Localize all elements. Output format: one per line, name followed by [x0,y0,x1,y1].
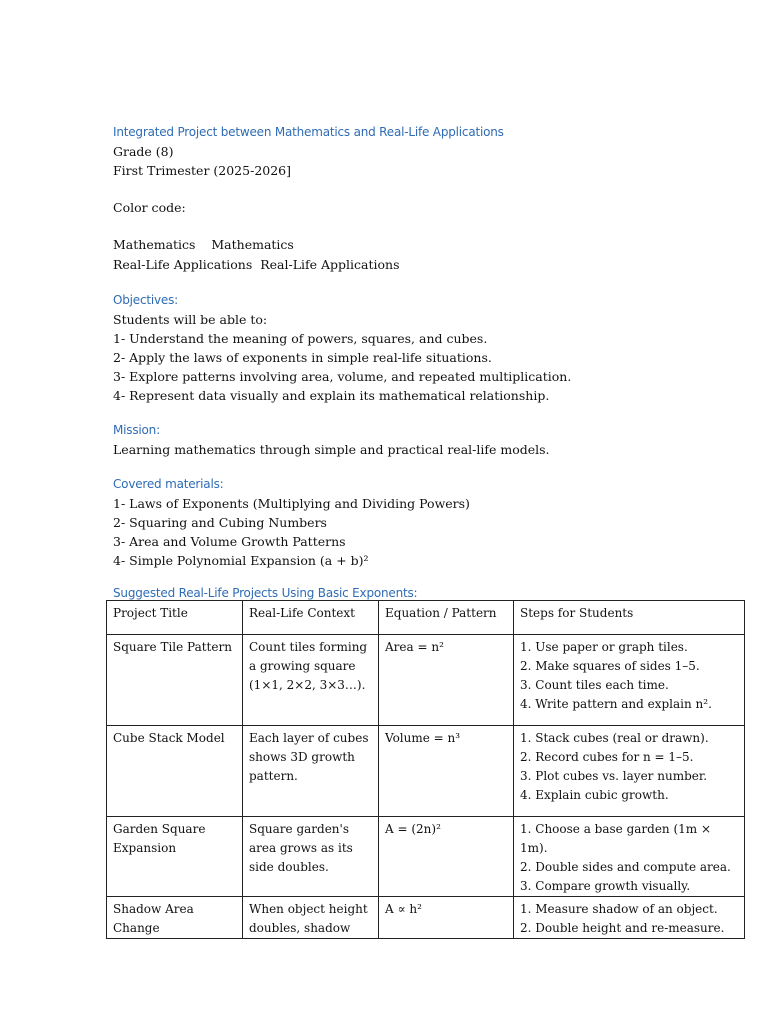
step-item: 1. Choose a base garden (1m × 1m). [520,822,712,855]
table-row [107,897,745,939]
step-item: 2. Double sides and compute area. [520,860,731,874]
steps-cell [514,817,745,897]
covered-materials-heading: Covered materials: [113,477,224,491]
project-title-cell: Cube Stack Model [107,726,243,817]
objective-item: 4- Represent data visually and explain its mathematical relationship. [113,388,550,403]
step-item: 3. Count tiles each time. [520,678,669,692]
color-code-math-a: Mathematics [113,237,196,252]
step-item: 1. Stack cubes (real or drawn). [520,731,709,745]
color-code-row-math [113,235,753,255]
document-title: Integrated Project between Mathematics and Real-Life Applications [113,125,504,139]
covered-item: 2- Squaring and Cubing Numbers [113,515,327,530]
column-header: Equation / Pattern [379,601,514,635]
step-item: 3. Compare growth visually. [520,879,691,893]
step-item: 1. Use paper or graph tiles. [520,640,688,654]
step-item: 2. Double height and re-measure. [520,921,725,935]
document-body [113,123,753,603]
objective-item: 3- Explore patterns involving area, volume, and repeated multiplication. [113,369,572,384]
objective-item: 1- Understand the meaning of powers, squares, and cubes. [113,331,488,346]
covered-item: 1- Laws of Exponents (Multiplying and Dividing Powers) [113,496,470,511]
column-header: Project Title [107,601,243,635]
step-item: 2. Record cubes for n = 1–5. [520,750,694,764]
grade-label: Grade (8) [113,144,174,159]
equation-cell: Area = n² [379,635,514,726]
table-row [107,726,745,817]
objectives-heading: Objectives: [113,293,178,307]
covered-item: 3- Area and Volume Growth Patterns [113,534,346,549]
projects-table [106,600,745,939]
steps-cell [514,726,745,817]
objective-item: 2- Apply the laws of exponents in simple real-life situations. [113,350,492,365]
context-cell: Each layer of cubes shows 3D growth pattern. [243,726,379,817]
color-code-math-b: Mathematics [211,237,294,252]
covered-item: 4- Simple Polynomial Expansion (a + b)² [113,553,369,568]
context-cell: Count tiles forming a growing square (1×1, 2×2, 3×3…). [243,635,379,726]
color-code-real-life-b: Real-Life Applications [260,257,400,272]
project-title-cell: Square Tile Pattern [107,635,243,726]
project-title-cell: Shadow Area Change [107,897,243,939]
equation-cell: A ∝ h² [379,897,514,939]
objectives-intro: Students will be able to: [113,312,268,327]
context-cell: Square garden's area grows as its side doubles. [243,817,379,897]
term-label: First Trimester (2025-2026] [113,163,292,178]
step-item: 3. Plot cubes vs. layer number. [520,769,708,783]
context-cell: When object height doubles, shadow [243,897,379,939]
column-header: Real-Life Context [243,601,379,635]
project-title-cell: Garden Square Expansion [107,817,243,897]
table-header-row [107,601,745,635]
table-row [107,635,745,726]
color-code-label: Color code: [113,200,186,215]
steps-cell [514,635,745,726]
step-item: 4. Explain cubic growth. [520,788,669,802]
mission-heading: Mission: [113,423,160,437]
color-code-real-life-a: Real-Life Applications [113,257,253,272]
step-item: 1. Measure shadow of an object. [520,902,718,916]
step-item: 4. Write pattern and explain n². [520,697,712,711]
mission-text: Learning mathematics through simple and practical real-life models. [113,442,550,457]
equation-cell: A = (2n)² [379,817,514,897]
column-header: Steps for Students [514,601,745,635]
color-code-row-real-life [113,255,753,275]
table-row [107,817,745,897]
equation-cell: Volume = n³ [379,726,514,817]
steps-cell [514,897,745,939]
projects-heading: Suggested Real-Life Projects Using Basic Exponents: [113,586,418,600]
step-item: 2. Make squares of sides 1–5. [520,659,700,673]
